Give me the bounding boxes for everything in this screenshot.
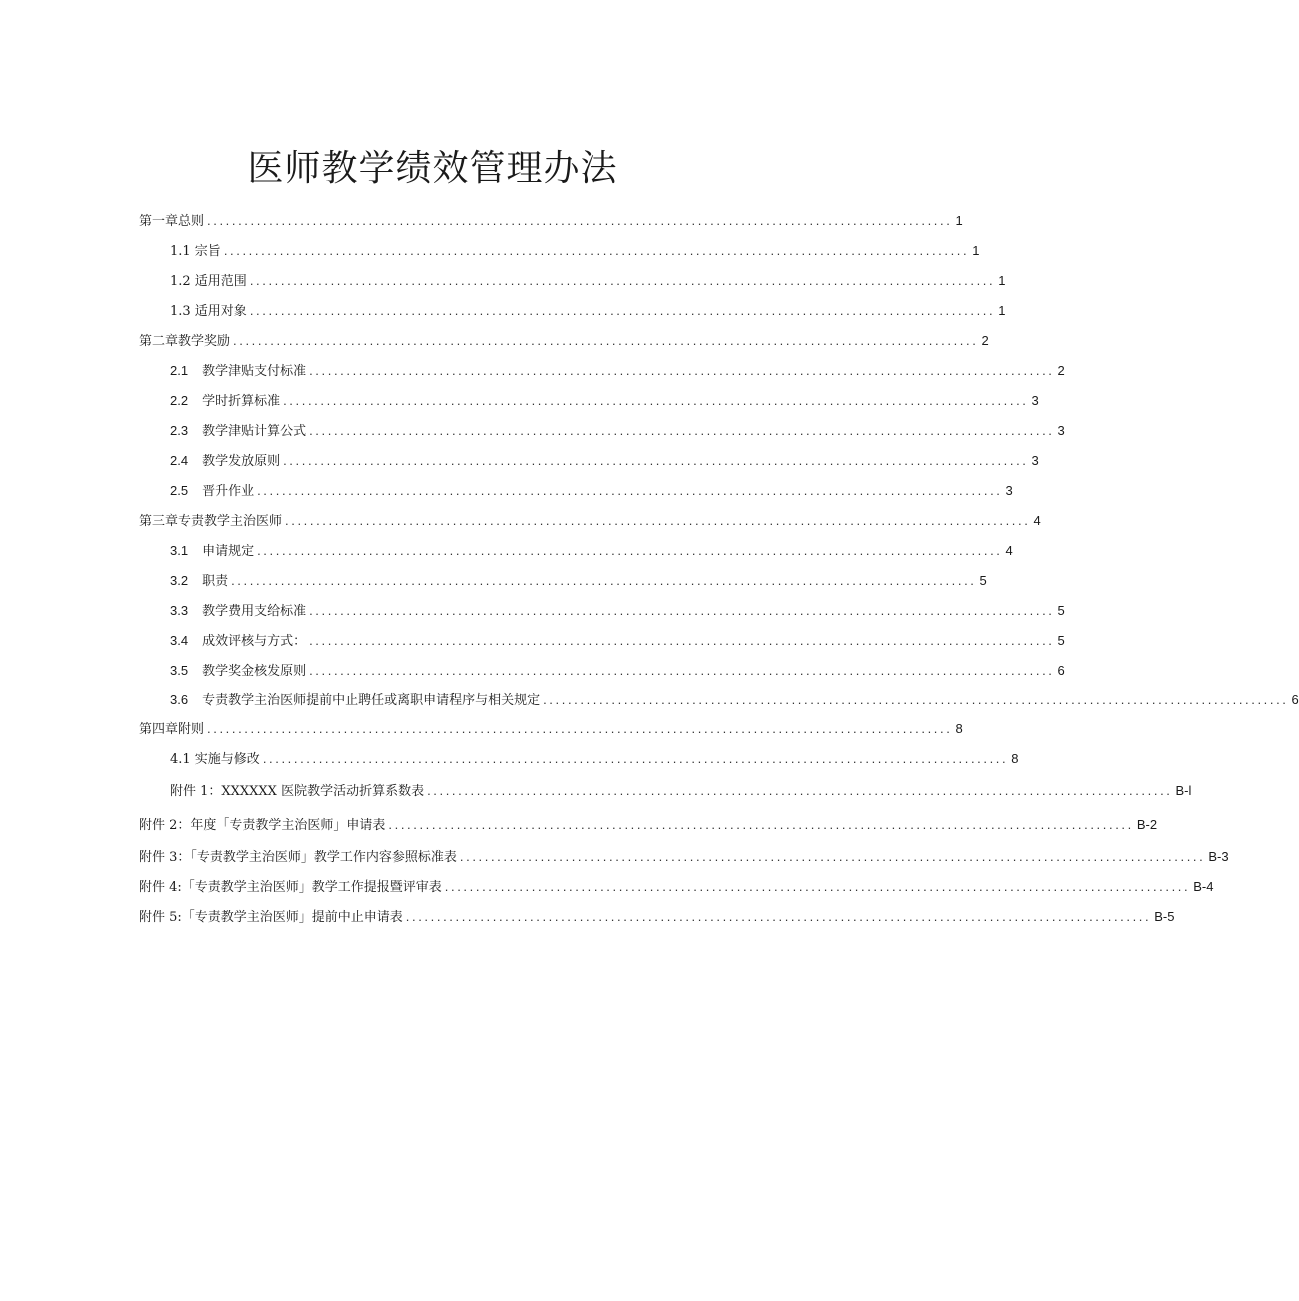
toc-label: 附件 3：「专责教学主治医师」教学工作内容参照标准表 bbox=[139, 850, 457, 865]
toc-page: 3 bbox=[1031, 393, 1039, 408]
toc-entry[interactable] bbox=[139, 847, 1229, 867]
leader-dots: ........................................................................................................................ bbox=[427, 783, 1173, 798]
leader-dots: ........................................................................................................................ bbox=[459, 849, 1206, 864]
toc-label: 教学津贴支付标准 bbox=[202, 364, 307, 379]
leader-dots: ........................................................................................................................ bbox=[262, 751, 1009, 766]
toc-number: 2.3 bbox=[170, 423, 189, 438]
toc-page: 1 bbox=[998, 303, 1006, 318]
title-text: 医师教学绩效管理办法 bbox=[247, 148, 618, 189]
toc-entry[interactable] bbox=[170, 361, 1065, 381]
toc-label: 附件 4:「专责教学主治医师」教学工作提报暨评审表 bbox=[139, 880, 442, 895]
toc-label: 1.2 适用范围 bbox=[170, 274, 247, 289]
toc-label: 第四章附则 bbox=[139, 722, 205, 737]
toc-label: 附件 1：XXXXXX 医院教学活动折算系数表 bbox=[170, 784, 425, 799]
toc-page: 2 bbox=[1057, 363, 1065, 378]
toc-entry[interactable] bbox=[170, 571, 987, 591]
leader-dots: ........................................................................................................................ bbox=[207, 721, 953, 736]
toc-label: 申请规定 bbox=[202, 544, 255, 559]
toc-entry[interactable] bbox=[170, 421, 1065, 441]
toc-page: 5 bbox=[1057, 633, 1065, 648]
leader-dots: ........................................................................................................................ bbox=[249, 273, 996, 288]
toc-label: 附件 2：年度「专责教学主治医师」申请表 bbox=[139, 818, 386, 833]
toc-entry[interactable] bbox=[170, 601, 1065, 621]
toc-page: 8 bbox=[955, 721, 963, 736]
toc-page: B-3 bbox=[1208, 849, 1229, 864]
toc-number: 3.6 bbox=[170, 692, 189, 707]
toc-page: 5 bbox=[979, 573, 987, 588]
toc-entry[interactable] bbox=[170, 541, 1013, 561]
leader-dots: ........................................................................................................................ bbox=[257, 483, 1003, 498]
toc-entry[interactable] bbox=[170, 241, 980, 261]
toc-entry[interactable] bbox=[170, 781, 1192, 801]
toc-page: 1 bbox=[955, 213, 963, 228]
leader-dots: ........................................................................................................................ bbox=[257, 543, 1003, 558]
toc-entry[interactable] bbox=[170, 391, 1039, 411]
toc-page: B-4 bbox=[1193, 879, 1214, 894]
leader-dots: ........................................................................................................................ bbox=[309, 603, 1055, 618]
toc-entry[interactable] bbox=[170, 481, 1013, 501]
toc-page: 8 bbox=[1011, 751, 1019, 766]
toc-page: 3 bbox=[1057, 423, 1065, 438]
toc-entry[interactable] bbox=[139, 815, 1158, 835]
toc-page: B-5 bbox=[1154, 909, 1175, 924]
toc-label: 第一章总则 bbox=[139, 214, 205, 229]
toc-label: 学时折算标准 bbox=[202, 394, 281, 409]
leader-dots: ........................................................................................................................ bbox=[283, 393, 1029, 408]
leader-dots: ........................................................................................................................ bbox=[444, 879, 1191, 894]
toc-entry[interactable] bbox=[170, 631, 1065, 651]
toc-page: 4 bbox=[1005, 543, 1013, 558]
toc-entry[interactable] bbox=[170, 271, 1006, 291]
toc-label: 第二章教学奖励 bbox=[139, 334, 231, 349]
toc-number: 2.4 bbox=[170, 453, 189, 468]
toc-label: 1.3 适用对象 bbox=[170, 304, 247, 319]
toc-page: 4 bbox=[1033, 513, 1041, 528]
toc-label: 教学津贴计算公式 bbox=[202, 424, 307, 439]
toc-page: 1 bbox=[972, 243, 980, 258]
toc-number: 3.5 bbox=[170, 663, 189, 678]
toc-number: 3.2 bbox=[170, 573, 189, 588]
leader-dots: ........................................................................................................................ bbox=[231, 573, 977, 588]
toc-label: 1.1 宗旨 bbox=[170, 244, 221, 259]
toc-label: 专责教学主治医师提前中止聘任或离职申请程序与相关规定 bbox=[202, 693, 541, 708]
leader-dots: ........................................................................................................................ bbox=[283, 453, 1029, 468]
toc-entry[interactable] bbox=[139, 331, 989, 351]
toc-entry[interactable] bbox=[139, 211, 963, 231]
toc-label: 教学发放原则 bbox=[202, 454, 281, 469]
leader-dots: ........................................................................................................................ bbox=[207, 213, 953, 228]
leader-dots: ........................................................................................................................ bbox=[543, 692, 1289, 707]
toc-label: 成效评核与方式： bbox=[202, 634, 307, 649]
leader-dots: ........................................................................................................................ bbox=[309, 663, 1055, 678]
toc-entry[interactable] bbox=[139, 877, 1214, 897]
leader-dots: ........................................................................................................................ bbox=[285, 513, 1031, 528]
leader-dots: ........................................................................................................................ bbox=[223, 243, 970, 258]
toc-page: B-2 bbox=[1136, 817, 1158, 832]
toc-entry[interactable] bbox=[170, 301, 1006, 321]
toc-number: 2.1 bbox=[170, 363, 189, 378]
toc-entry[interactable] bbox=[170, 690, 1299, 710]
toc-page: 6 bbox=[1291, 692, 1299, 707]
toc-entry[interactable] bbox=[170, 749, 1019, 769]
toc-number: 2.2 bbox=[170, 393, 189, 408]
toc-entry[interactable] bbox=[139, 719, 963, 739]
toc-page: 1 bbox=[998, 273, 1006, 288]
toc-entry[interactable] bbox=[139, 907, 1175, 927]
toc-number: 3.3 bbox=[170, 603, 189, 618]
toc-page: B-l bbox=[1175, 783, 1192, 798]
leader-dots: ........................................................................................................................ bbox=[249, 303, 996, 318]
toc-entry[interactable] bbox=[170, 661, 1065, 681]
toc-label: 附件 5:「专责教学主治医师」提前中止申请表 bbox=[139, 910, 403, 925]
toc-number: 3.4 bbox=[170, 633, 189, 648]
leader-dots: ........................................................................................................................ bbox=[233, 333, 979, 348]
toc-label: 第三章专责教学主治医师 bbox=[139, 514, 283, 529]
leader-dots: ........................................................................................................................ bbox=[309, 363, 1055, 378]
leader-dots: ........................................................................................................................ bbox=[309, 423, 1055, 438]
toc-page: 6 bbox=[1057, 663, 1065, 678]
toc-label: 晋升作业 bbox=[202, 484, 255, 499]
leader-dots: ........................................................................................................................ bbox=[309, 633, 1055, 648]
toc-page: 3 bbox=[1005, 483, 1013, 498]
toc-label: 教学奖金核发原则 bbox=[202, 664, 307, 679]
toc-entry[interactable] bbox=[170, 451, 1039, 471]
toc-label: 教学费用支给标准 bbox=[202, 604, 307, 619]
toc-label: 职责 bbox=[202, 574, 229, 589]
leader-dots: ........................................................................................................................ bbox=[405, 909, 1152, 924]
toc-number: 3.1 bbox=[170, 543, 189, 558]
toc-entry[interactable] bbox=[139, 511, 1041, 531]
toc-page: 5 bbox=[1057, 603, 1065, 618]
leader-dots: ........................................................................................................................ bbox=[388, 817, 1134, 832]
toc-number: 2.5 bbox=[170, 483, 189, 498]
toc-page: 3 bbox=[1031, 453, 1039, 468]
toc-page: 2 bbox=[981, 333, 989, 348]
toc-label: 4.1 实施与修改 bbox=[170, 752, 260, 767]
